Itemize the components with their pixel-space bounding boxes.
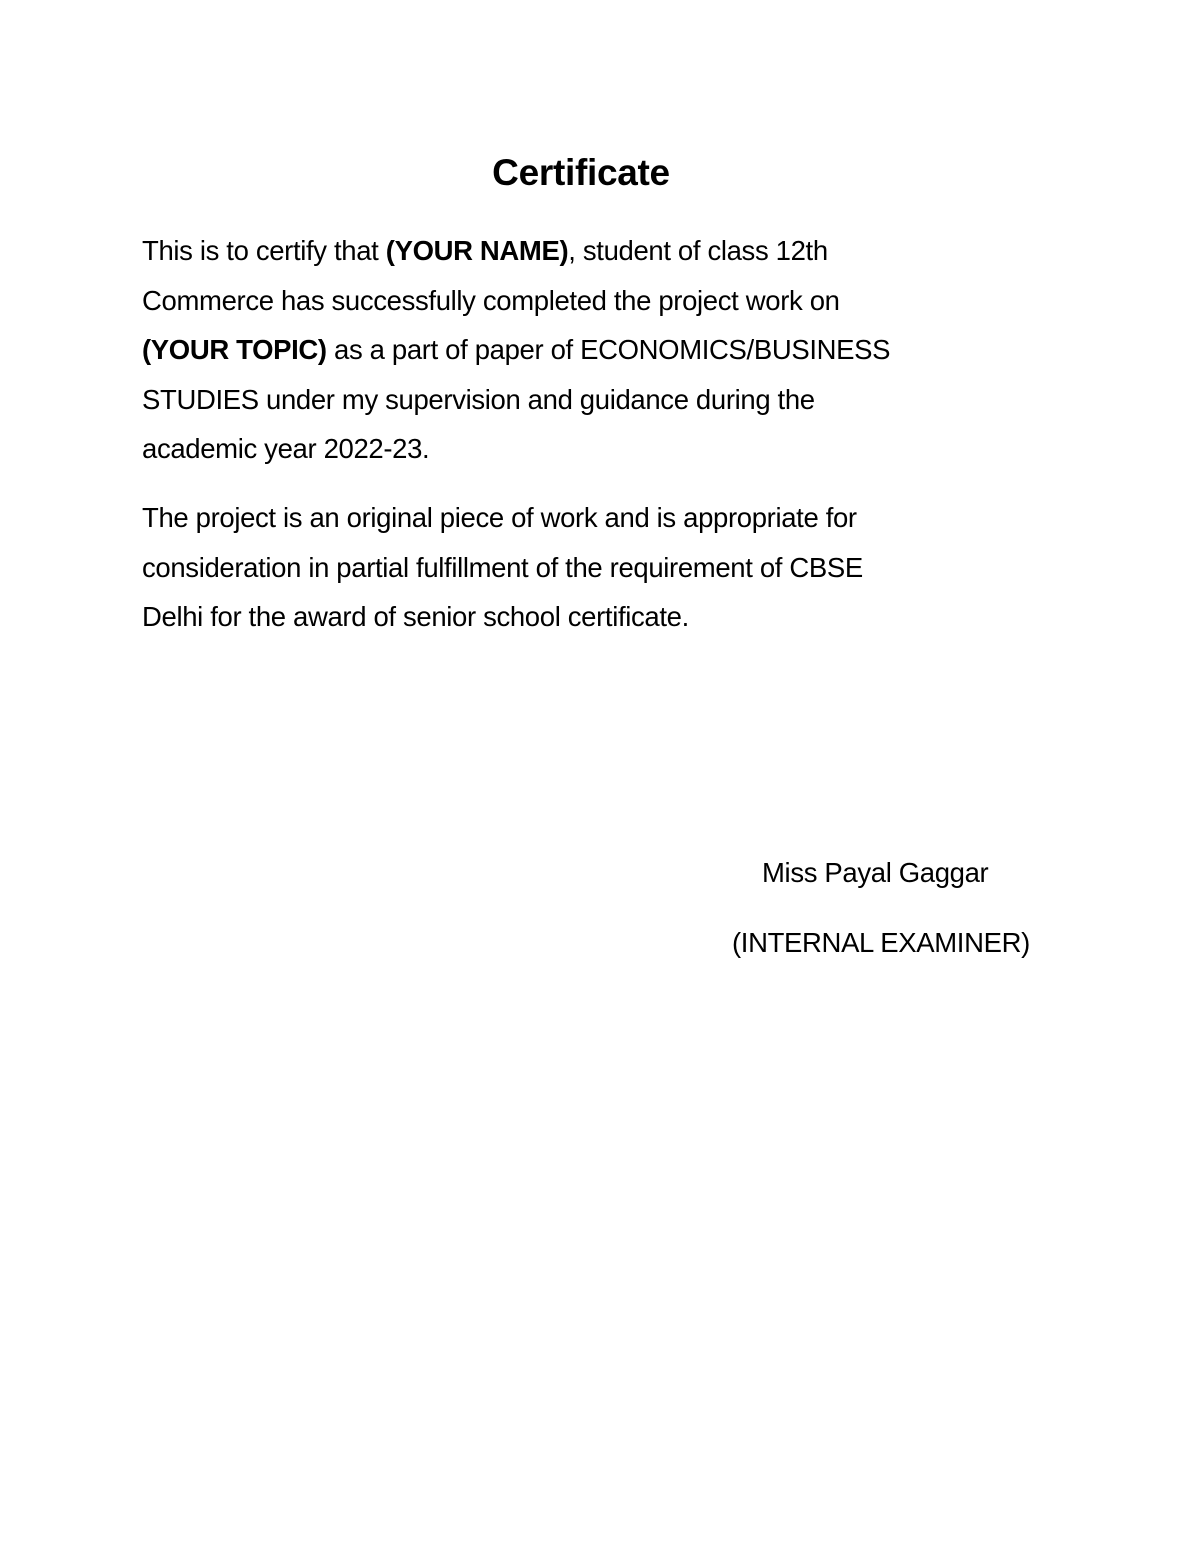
paragraph-text: , student of class 12th — [568, 235, 828, 266]
paragraph-line: The project is an original piece of work and is appropriate for — [142, 502, 857, 533]
paragraph-text: as a part of paper of ECONOMICS/BUSINESS — [326, 334, 891, 365]
paragraph-line — [142, 226, 1052, 276]
paragraph-line: Commerce has successfully completed the project work on — [142, 284, 840, 316]
examiner-name: Miss Payal Gaggar — [762, 857, 989, 888]
paragraph-line: Delhi for the award of senior school certificate. — [142, 601, 689, 632]
student-name-placeholder: (YOUR NAME) — [385, 235, 569, 266]
certification-paragraph — [142, 226, 1052, 474]
project-topic-placeholder: (YOUR TOPIC) — [142, 334, 327, 365]
certificate-title: Certificate — [492, 152, 670, 193]
paragraph-text: This is to certify that — [142, 235, 386, 266]
paragraph-line: STUDIES under my supervision and guidance during the — [142, 383, 815, 415]
examiner-role: (INTERNAL EXAMINER) — [732, 927, 1030, 958]
originality-paragraph — [142, 493, 1052, 642]
paragraph-line: academic year 2022-23. — [142, 433, 430, 464]
paragraph-line: consideration in partial fulfillment of the requirement of CBSE — [142, 551, 863, 583]
paragraph-line — [142, 325, 1052, 375]
